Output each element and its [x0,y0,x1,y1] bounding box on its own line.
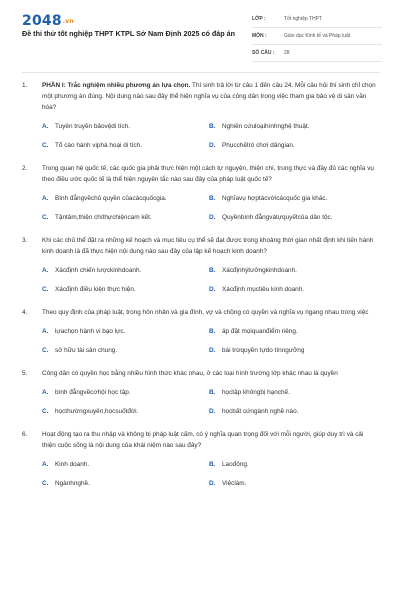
question-body: Thí sinh trả lời từ câu 1 đến câu 24. Mỗi câu hỏi thí sinh chỉ chọn một phương án đúng. Nội dung nào sau đây thể hiện nghĩa vụ của công dân trong việc tham gia bảo vệ di sản văn hóa? [42,82,376,111]
exam-meta [252,11,382,62]
option-letter: A. [42,461,49,468]
answer-option-d[interactable] [209,479,376,489]
option-text: họcthườngxuyên,họcsuốtđời. [55,408,139,415]
option-letter: D. [209,480,216,487]
option-letter: C. [42,286,49,293]
answer-option-b[interactable] [209,460,376,470]
option-text: Laođộng. [222,461,249,468]
logo-suffix: .vn [62,18,74,25]
option-letter: B. [209,267,216,274]
question-item [0,235,400,295]
option-letter: B. [209,195,216,202]
option-letter: A. [42,267,49,274]
answer-options [42,388,376,417]
option-text: Bình đẳngvềchủ quyền củacácquốcgia. [55,195,167,202]
question-text [42,80,376,113]
question-text: Công dân có quyền học bằng nhiều hình thức khác nhau, ở các loại hình trường lớp khác nhau là quyền [42,370,338,377]
answer-option-c[interactable] [42,213,209,223]
option-text: áp đặt mọiquanđiểm riêng. [222,328,298,335]
answer-option-c[interactable] [42,407,209,417]
option-letter: B. [209,123,216,130]
answer-option-a[interactable] [42,194,209,204]
option-text: Ngànhnghề. [55,480,90,487]
question-text: Khi các chủ thể đặt ra những kế hoạch và mục tiêu cụ thể sẽ đạt được trong khoảng thời gian nhất định khi tiến hành kinh doanh là đã thực hiện nội dung nào sau đây của lập kế hoạch kinh doanh? [42,237,374,255]
option-text: Tậntâm,thiện chíthựchiệncam kết. [55,214,152,221]
question-number: 2. [22,165,28,172]
answer-option-d[interactable] [209,407,376,417]
option-text: Nghiên cứuloạihìnhnghệ thuật. [222,123,310,130]
option-letter: D. [209,408,216,415]
answer-options [42,327,376,356]
question-number: 3. [22,237,28,244]
answer-options [42,460,376,489]
option-text: Kinh doanh. [55,461,90,468]
page-header [0,0,400,68]
question-item [0,80,400,151]
option-letter: B. [209,461,216,468]
question-item [0,368,400,417]
meta-label: SỐ CÂU : [252,50,275,56]
meta-value: Giáo dục Kinh tế và Pháp luật [284,33,351,39]
answer-option-a[interactable] [42,122,209,132]
answer-option-c[interactable] [42,479,209,489]
answer-option-a[interactable] [42,388,209,398]
option-text: họcbất cứngành nghề nào. [222,408,299,415]
meta-value: Tốt nghiệp THPT [284,16,322,22]
option-letter: B. [209,389,216,396]
answer-option-d[interactable] [209,346,376,356]
question-item [0,163,400,223]
header-divider [22,72,380,73]
answer-options [42,122,376,151]
answer-option-c[interactable] [42,141,209,151]
page-title: Đề thi thử tốt nghiệp THPT KTPL Sở Nam Định 2025 có đáp án [22,29,236,38]
option-text: Việclàm. [222,480,247,487]
question-item [0,429,400,489]
answer-option-a[interactable] [42,327,209,337]
question-text: Hoạt động tạo ra thu nhập và không bị pháp luật cấm, có ý nghĩa quan trọng đối với mỗi người, giúp duy trì và cải thiện cuộc sống là nội dung của khái niệm nào sau đây? [42,431,364,449]
question-number: 5. [22,370,28,377]
question-list [0,80,400,501]
option-letter: C. [42,347,49,354]
answer-options [42,266,376,295]
option-text: Tuyên truyền bảovệdi tích. [55,123,131,130]
option-letter: A. [42,123,49,130]
answer-option-a[interactable] [42,460,209,470]
meta-row-count [252,45,382,62]
answer-option-a[interactable] [42,266,209,276]
option-text: Quyềnbình đẳngvàtựquyếtcủa dân tộc. [222,214,333,221]
answer-option-b[interactable] [209,194,376,204]
meta-label: MÔN : [252,33,267,39]
option-letter: D. [209,347,216,354]
option-letter: C. [42,142,49,149]
option-text: bài trừquyền tựdo tínngưỡng [222,347,305,354]
site-logo[interactable] [22,13,74,29]
answer-option-c[interactable] [42,285,209,295]
answer-option-b[interactable] [209,122,376,132]
option-text: họctập khôngbị hạnchế. [222,389,290,396]
option-text: Xácđịnh mụctiêu kinh doanh. [222,286,305,293]
answer-option-d[interactable] [209,141,376,151]
option-letter: D. [209,142,216,149]
option-letter: C. [42,480,49,487]
meta-row-subject [252,28,382,45]
option-letter: A. [42,389,49,396]
option-letter: A. [42,328,49,335]
option-letter: C. [42,408,49,415]
option-letter: A. [42,195,49,202]
question-number: 1. [22,82,28,89]
meta-row-class [252,11,382,28]
option-text: sở hữu tài sản chung. [55,347,118,354]
option-text: lựachọn hành vi bạo lực. [55,328,126,335]
question-text: Theo quy định của pháp luật, trong hôn nhân và gia đình, vợ và chồng có quyền và nghĩa vụ ngang nhau trong việc [42,309,369,316]
meta-value: 28 [284,50,290,56]
option-text: Xácđịnhýtưởngkinhdoanh. [222,267,297,274]
option-text: Nghĩavụ hợptácvớicácquốc gia khác. [222,195,328,202]
answer-option-d[interactable] [209,213,376,223]
option-text: bình đẳngvềcơhội học tập. [55,389,131,396]
section-heading: PHẦN I: Trắc nghiệm nhiều phương án lựa chọn. [42,82,191,89]
option-text: Phụcchếtrò chơi dângian. [222,142,295,149]
option-letter: D. [209,214,216,221]
answer-option-b[interactable] [209,388,376,398]
question-number: 6. [22,431,28,438]
option-text: Xácđịnh chiến lượckinhdoanh. [55,267,142,274]
meta-label: LỚP : [252,16,266,22]
answer-option-b[interactable] [209,266,376,276]
option-letter: B. [209,328,216,335]
answer-option-b[interactable] [209,327,376,337]
question-text: Trong quan hệ quốc tế, các quốc gia phải thực hiện một cách tự nguyện, thiện chí, trung thực và đầy đủ các nghĩa vụ theo điều ước quốc tế là thể hiện nguyên tắc nào sau đây của pháp luật quốc tế? [42,165,374,183]
question-number: 4. [22,309,28,316]
answer-option-d[interactable] [209,285,376,295]
logo-text: 2048 [22,13,62,29]
option-letter: C. [42,214,49,221]
option-letter: D. [209,286,216,293]
answer-options [42,194,376,223]
option-text: Tổ cáo hành viphá hoại di tích. [55,142,143,149]
question-item [0,307,400,356]
answer-option-c[interactable] [42,346,209,356]
option-text: Xácđịnh điều kiện thực hiện. [55,286,136,293]
